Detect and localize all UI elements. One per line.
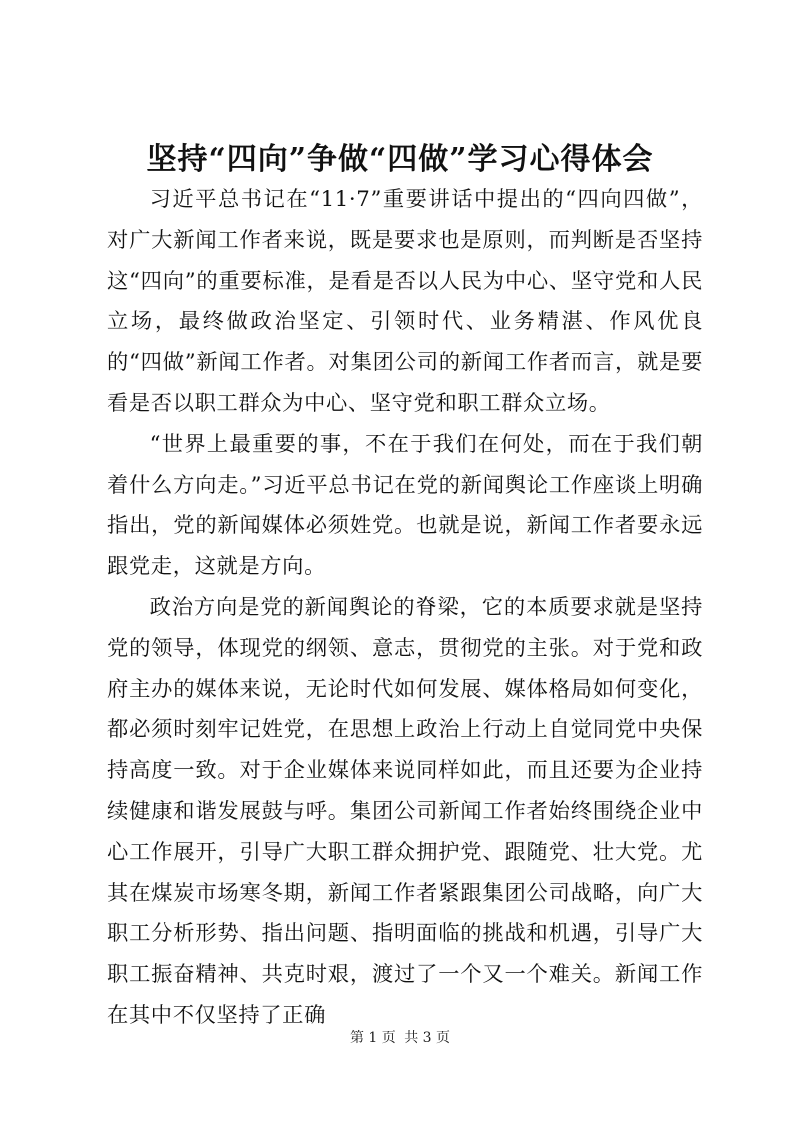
document-title: 坚持“四向”争做“四做”学习心得体会 xyxy=(146,142,654,177)
page-footer xyxy=(0,1028,800,1048)
document-body xyxy=(107,180,703,1037)
paragraph-2: “世界上最重要的事，不在于我们在何处，而在于我们朝着什么方向走。”习近平总书记在党的新闻舆论工作座谈上明确指出，党的新闻媒体必须姓党。也就是说，新闻工作者要永远跟党走，这就是方向。 xyxy=(107,431,703,580)
page-total: 共 3 页 xyxy=(404,1030,451,1046)
paragraph-3: 政治方向是党的新闻舆论的脊梁，它的本质要求就是坚持党的领导，体现党的纲领、意志，贯彻党的主张。对于党和政府主办的媒体来说，无论时代如何发展、媒体格局如何变化，都必须时刻牢记姓党，在思想上政治上行动上自觉同党中央保持高度一致。对于企业媒体来说同样如此，而且还要为企业持续健康和谐发展鼓与呼。集团公司新闻工作者始终围绕企业中心工作展开，引导广大职工群众拥护党、跟随党、壮大党。尤其在煤炭市场寒冬期，新闻工作者紧跟集团公司战略，向广大职工分析形势、指出问题、指明面临的挑战和机遇，引导广大职工振奋精神、共克时艰，渡过了一个又一个难关。新闻工作在其中不仅坚持了正确 xyxy=(107,594,703,1028)
paragraph-1: 习近平总书记在“11·7”重要讲话中提出的“四向四做”，对广大新闻工作者来说，既是要求也是原则，而判断是否坚持这“四向”的重要标准，是看是否以人民为中心、坚守党和人民立场，最终做政治坚定、引领时代、业务精湛、作风优良的“四做”新闻工作者。对集团公司的新闻工作者而言，就是要看是否以职工群众为中心、坚守党和职工群众立场。 xyxy=(107,187,703,416)
page-number: 第 1 页 xyxy=(349,1030,396,1046)
